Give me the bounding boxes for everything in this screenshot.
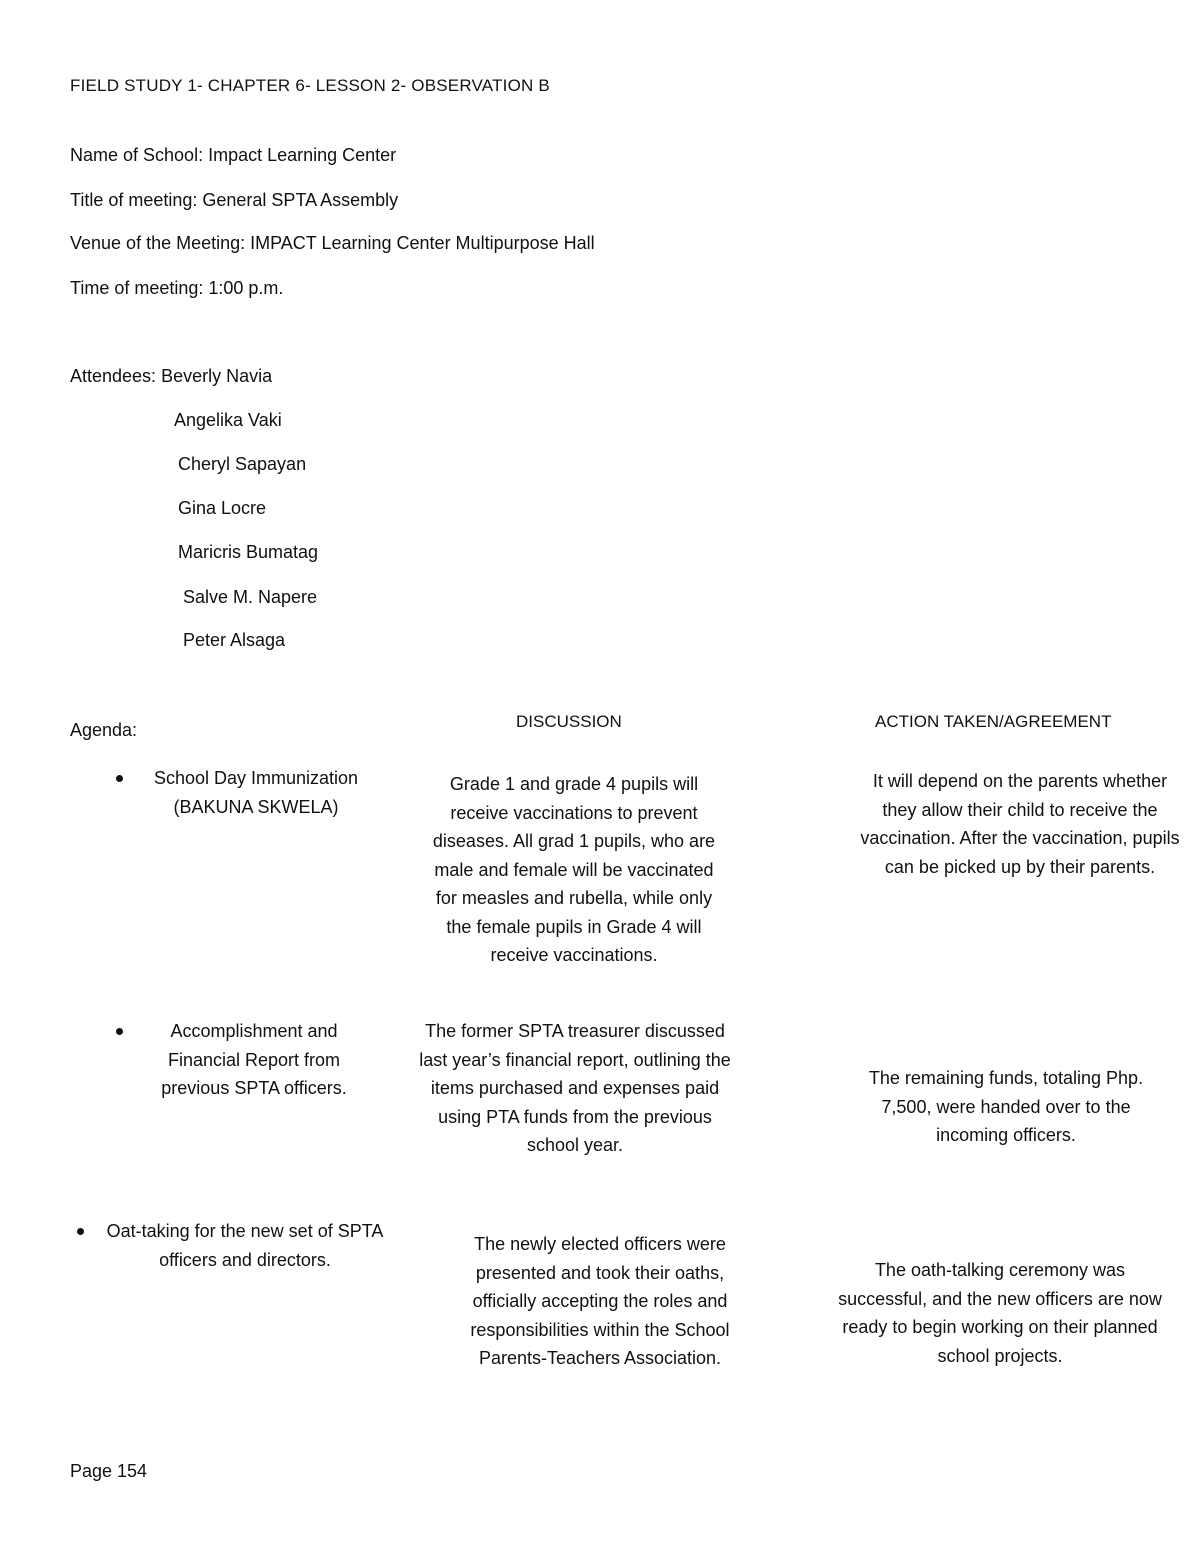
action-header: ACTION TAKEN/AGREEMENT: [875, 712, 1112, 731]
school-name: Name of School: Impact Learning Center: [70, 145, 397, 165]
page-number: Page 154: [70, 1461, 148, 1481]
action-text: The remaining funds, totaling Php. 7,500, were handed over to the incoming officers.: [868, 1068, 1144, 1145]
action-text: The oath-talking ceremony was successful, and the new officers are now ready to begin working on their planned school projects.: [838, 1260, 1162, 1366]
attendee-name: Salve M. Napere: [183, 587, 318, 607]
bullet-icon: [77, 1228, 84, 1235]
attendee-name: Maricris Bumatag: [178, 542, 319, 562]
agenda-item: Accomplishment and Financial Report from previous SPTA officers.: [161, 1021, 347, 1098]
bullet-icon: [116, 775, 123, 782]
attendees-label: Attendees: Beverly Navia: [70, 366, 273, 386]
agenda-header: Agenda:: [70, 720, 138, 740]
attendee-name: Cheryl Sapayan: [178, 454, 307, 474]
discussion-text: Grade 1 and grade 4 pupils will receive vaccinations to prevent diseases. All grad 1 pupils, who are male and female will be vaccinated for measles and rubella, while only the female pupils in Grade 4 will receive vaccinations.: [432, 774, 716, 965]
discussion-text: The newly elected officers were presented and took their oaths, officially accepting the roles and responsibilities within the School Parents-Teachers Association.: [470, 1234, 730, 1368]
attendee-name: Peter Alsaga: [183, 630, 286, 650]
document-title: FIELD STUDY 1- CHAPTER 6- LESSON 2- OBSERVATION B: [70, 76, 550, 95]
discussion-text: The former SPTA treasurer discussed last year’s financial report, outlining the items purchased and expenses paid using PTA funds from the previous school year.: [419, 1021, 731, 1155]
agenda-item: Oat-taking for the new set of SPTA officers and directors.: [106, 1221, 384, 1270]
attendee-name: Angelika Vaki: [174, 410, 282, 430]
meeting-time: Time of meeting: 1:00 p.m.: [70, 278, 284, 298]
action-text: It will depend on the parents whether they allow their child to receive the vaccination. After the vaccination, pupils can be picked up by their parents.: [860, 771, 1180, 877]
meeting-title: Title of meeting: General SPTA Assembly: [70, 190, 399, 210]
attendee-name: Gina Locre: [178, 498, 267, 518]
bullet-icon: [116, 1028, 123, 1035]
meeting-venue: Venue of the Meeting: IMPACT Learning Center Multipurpose Hall: [70, 233, 595, 253]
discussion-header: DISCUSSION: [516, 712, 622, 731]
agenda-item: School Day Immunization (BAKUNA SKWELA): [153, 768, 359, 817]
